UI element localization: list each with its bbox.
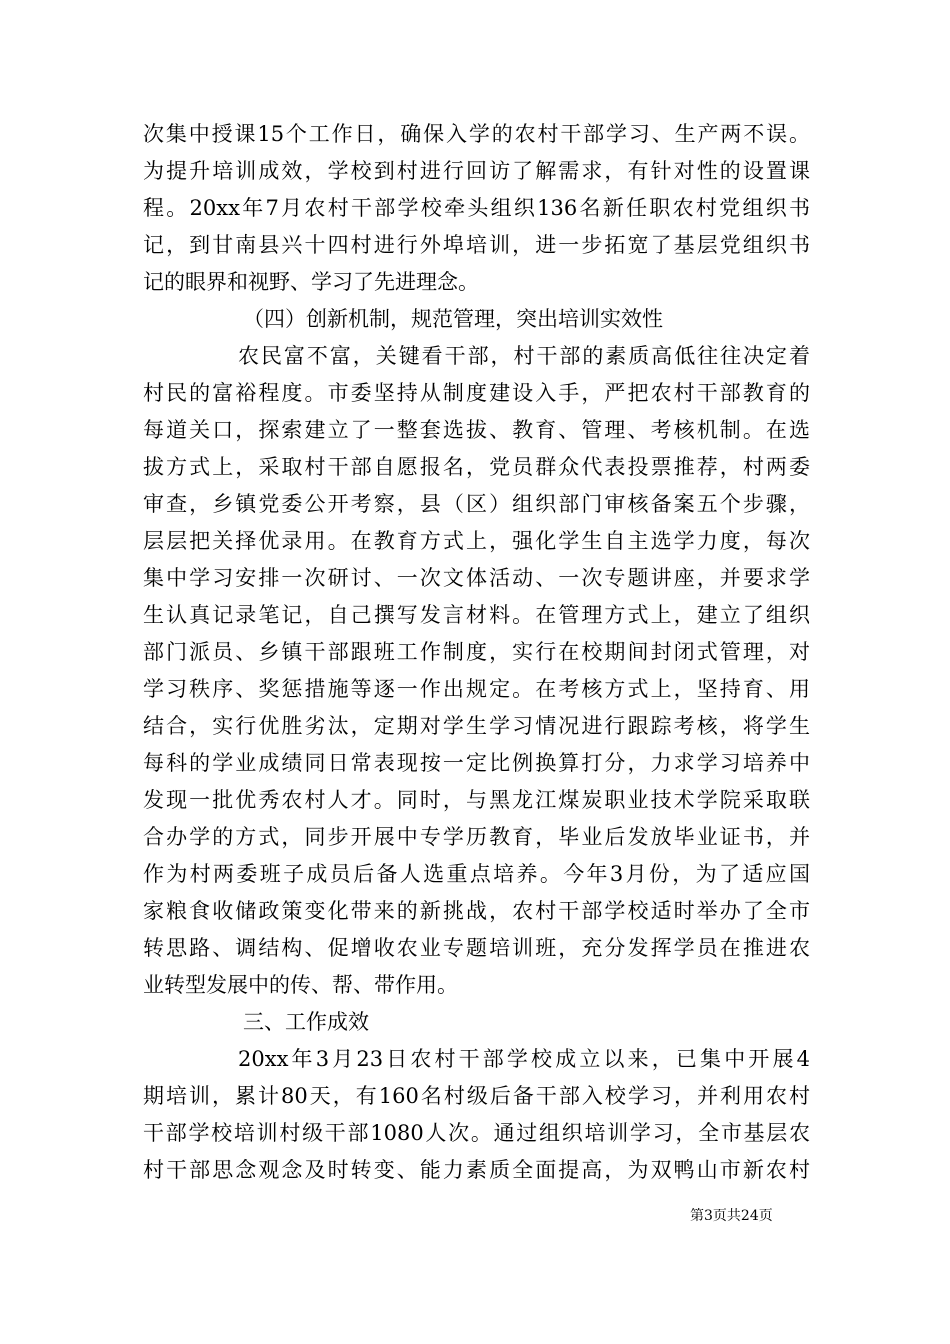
paragraph-first-line: 农民富不富，关键看干部，村干部的素质高低往往决定着 <box>238 344 810 368</box>
text-line: 转思路、调结构、促增收农业专题培训班，充分发挥学员在推进农 <box>143 936 810 960</box>
page-number-footer: 第3页共24页 <box>690 1208 773 1224</box>
text-line: 村民的富裕程度。市委坚持从制度建设入手，严把农村干部教育的 <box>143 381 810 405</box>
text-line: 记，到甘南县兴十四村进行外埠培训，进一步拓宽了基层党组织书 <box>143 233 810 257</box>
text-line: 部门派员、乡镇干部跟班工作制度，实行在校期间封闭式管理，对 <box>143 640 810 664</box>
text-line: 作为村两委班子成员后备人选重点培养。今年3月份，为了适应国 <box>143 862 810 886</box>
text-line: 集中学习安排一次研讨、一次文体活动、一次专题讲座，并要求学 <box>143 566 810 590</box>
text-line: 生认真记录笔记，自己撰写发言材料。在管理方式上，建立了组织 <box>143 603 810 627</box>
text-line: 每道关口，探索建立了一整套选拔、教育、管理、考核机制。在选 <box>143 418 810 442</box>
text-line: 记的眼界和视野、学习了先进理念。 <box>143 270 479 294</box>
text-line: 业转型发展中的传、帮、带作用。 <box>143 973 458 997</box>
text-line: 发现一批优秀农村人才。同时，与黑龙江煤炭职业技术学院采取联 <box>143 788 810 812</box>
text-line: 家粮食收储政策变化带来的新挑战，农村干部学校适时举办了全市 <box>143 899 810 923</box>
text-line: 干部学校培训村级干部1080人次。通过组织培训学习，全市基层农 <box>143 1121 810 1145</box>
text-line: 学习秩序、奖惩措施等逐一作出规定。在考核方式上，坚持育、用 <box>143 677 810 701</box>
paragraph-first-line: 20xx年3月23日农村干部学校成立以来，已集中开展4 <box>238 1047 810 1071</box>
text-line: 结合，实行优胜劣汰，定期对学生学习情况进行跟踪考核，将学生 <box>143 714 810 738</box>
text-line: 次集中授课15个工作日，确保入学的农村干部学习、生产两不误。 <box>143 122 810 146</box>
text-line: 程。20xx年7月农村干部学校牵头组织136名新任职农村党组织书 <box>143 196 810 220</box>
text-line: 合办学的方式，同步开展中专学历教育，毕业后发放毕业证书，并 <box>143 825 810 849</box>
text-line: 审查，乡镇党委公开考察，县（区）组织部门审核备案五个步骤， <box>143 492 810 516</box>
text-line: 每科的学业成绩同日常表现按一定比例换算打分，力求学习培养中 <box>143 751 810 775</box>
text-line: 村干部思念观念及时转变、能力素质全面提高，为双鸭山市新农村 <box>143 1158 810 1182</box>
text-line: 期培训，累计80天，有160名村级后备干部入校学习，并利用农村 <box>143 1084 810 1108</box>
section-heading: （四）创新机制，规范管理，突出培训实效性 <box>243 307 663 331</box>
text-line: 为提升培训成效，学校到村进行回访了解需求，有针对性的设置课 <box>143 159 810 183</box>
document-body <box>143 116 810 1189</box>
text-line: 层层把关择优录用。在教育方式上，强化学生自主选学力度，每次 <box>143 529 810 553</box>
text-line: 拔方式上，采取村干部自愿报名，党员群众代表投票推荐，村两委 <box>143 455 810 479</box>
section-heading: 三、工作成效 <box>243 1010 369 1034</box>
